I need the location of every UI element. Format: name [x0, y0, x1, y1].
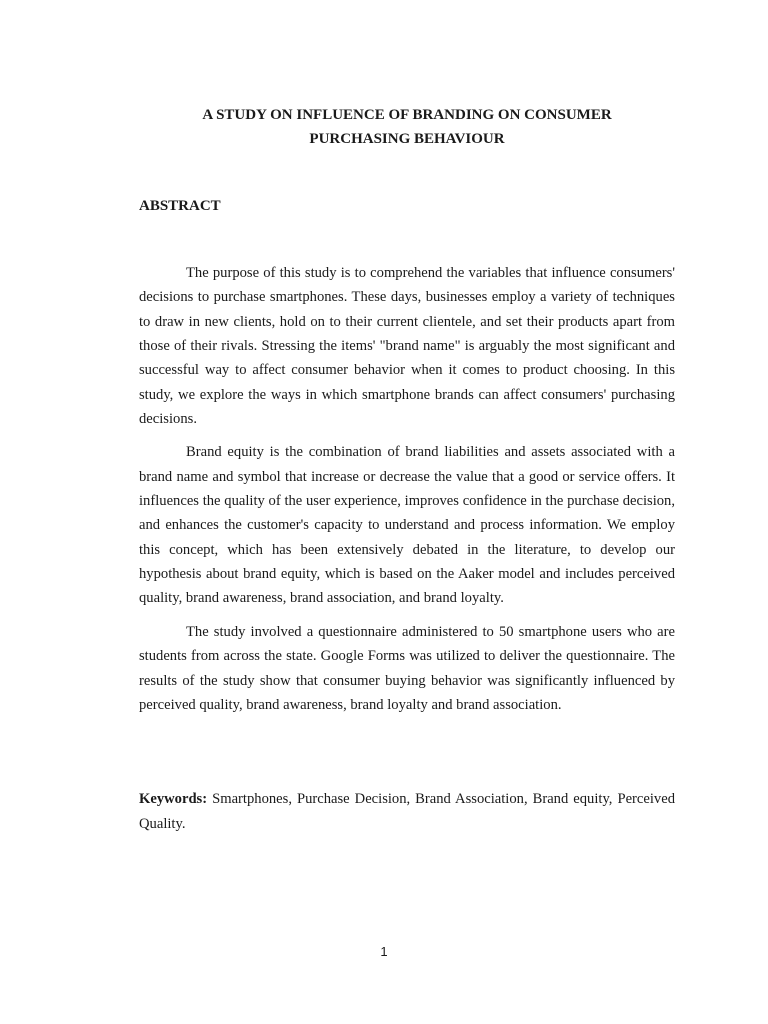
abstract-body	[139, 261, 675, 726]
abstract-paragraph-1: The purpose of this study is to comprehend the variables that influence consumers' decisions to purchase smartphones. These days, businesses employ a variety of techniques to draw in new clients, hold on to their current clientele, and set their products apart from those of their rivals. Stressing the items' "brand name" is arguably the most significant and successful way to affect consumer behavior when it comes to product choosing. In this study, we explore the ways in which smartphone brands can affect consumers' purchasing decisions.	[139, 265, 675, 428]
keywords-line	[139, 787, 675, 837]
abstract-paragraph-3: The study involved a questionnaire administered to 50 smartphone users who are students from across the state. Google Forms was utilized to deliver the questionnaire. The results of the study show that consumer buying behavior was significantly influenced by perceived quality, brand awareness, brand loyalty and brand association.	[139, 623, 675, 713]
document-title	[139, 103, 675, 151]
title-line-2: PURCHASING BEHAVIOUR	[309, 131, 505, 147]
keywords-label: Keywords:	[139, 791, 208, 807]
abstract-heading: ABSTRACT	[139, 198, 221, 214]
page-number: 1	[380, 944, 388, 959]
title-line-1: A STUDY ON INFLUENCE OF BRANDING ON CONSUMER	[202, 107, 612, 123]
abstract-paragraph-2: Brand equity is the combination of brand liabilities and assets associated with a brand name and symbol that increase or decrease the value that a good or service offers. It influences the quality of the user experience, improves confidence in the purchase decision, and enhances the customer's capacity to understand and process information. We employ this concept, which has been extensively debated in the literature, to develop our hypothesis about brand equity, which is based on the Aaker model and includes perceived quality, brand awareness, brand association, and brand loyalty.	[139, 444, 675, 607]
keywords-text: Smartphones, Purchase Decision, Brand Association, Brand equity, Perceived Quality.	[139, 791, 675, 832]
